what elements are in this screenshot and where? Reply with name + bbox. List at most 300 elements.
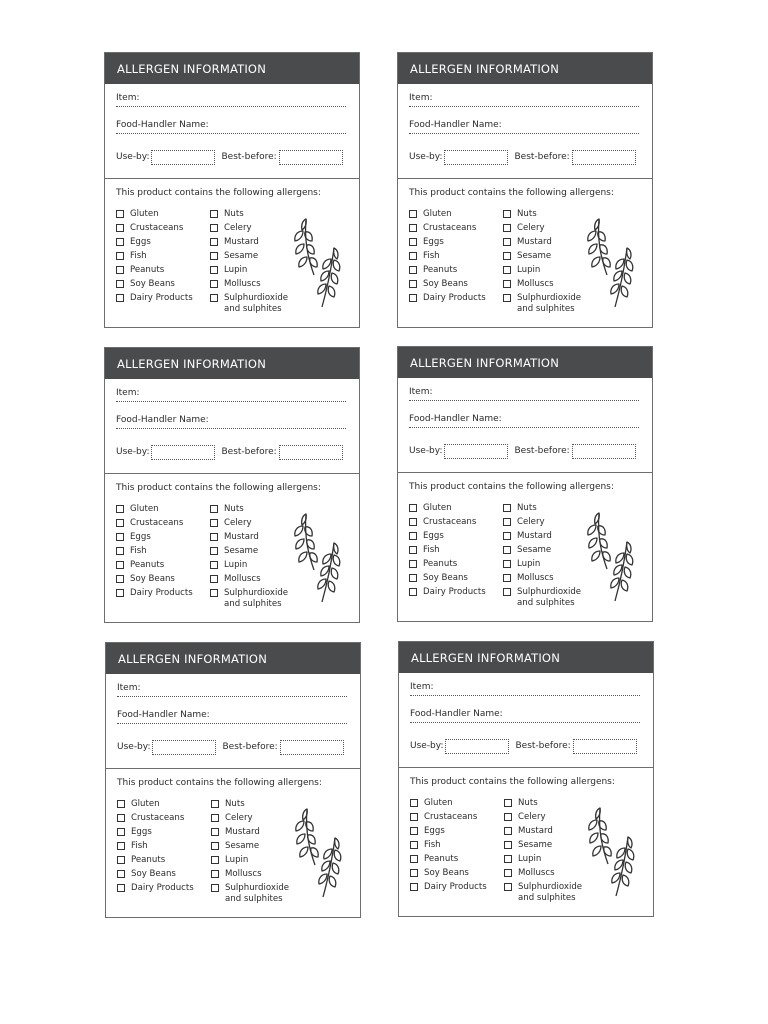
item-field[interactable] <box>117 683 347 697</box>
best-before-label: Best-before: <box>514 152 570 162</box>
dates-row <box>409 442 639 460</box>
allergen-column-1 <box>409 209 486 307</box>
item-field[interactable] <box>116 388 346 402</box>
allergen-name: Gluten <box>130 209 159 219</box>
best-before-field[interactable] <box>572 150 636 165</box>
allergen-checkbox[interactable] <box>116 589 124 597</box>
allergen-name: Peanuts <box>130 265 165 275</box>
allergen-checkbox[interactable] <box>210 589 218 597</box>
allergen-option[interactable] <box>503 531 581 545</box>
allergen-checkbox[interactable] <box>210 294 218 302</box>
allergen-checkbox[interactable] <box>409 574 417 582</box>
food-handler-label: Food-Handler Name: <box>117 710 210 720</box>
label-title: ALLERGEN INFORMATION <box>410 61 559 76</box>
allergen-intro: This product contains the following allergens: <box>116 483 321 493</box>
allergen-checkbox[interactable] <box>410 799 418 807</box>
allergen-name: Lupin <box>517 265 541 275</box>
allergen-option[interactable] <box>211 841 289 855</box>
allergen-option[interactable] <box>116 237 193 251</box>
allergen-continuation <box>503 304 581 318</box>
allergen-checkbox[interactable] <box>409 532 417 540</box>
label-title: ALLERGEN INFORMATION <box>117 61 266 76</box>
allergen-option[interactable] <box>116 560 193 574</box>
allergen-option[interactable] <box>409 559 486 573</box>
wheat-icon <box>582 213 640 311</box>
allergen-intro: This product contains the following allergens: <box>117 778 322 788</box>
allergen-name: Dairy Products <box>131 883 194 893</box>
allergen-checkbox[interactable] <box>117 814 125 822</box>
allergen-checkbox[interactable] <box>117 856 125 864</box>
allergen-checkbox[interactable] <box>503 266 511 274</box>
allergen-option[interactable] <box>410 812 487 826</box>
allergen-option[interactable] <box>504 840 582 854</box>
allergen-checkbox[interactable] <box>210 561 218 569</box>
allergen-option[interactable] <box>117 869 194 883</box>
use-by-label: Use-by: <box>116 447 150 457</box>
allergen-checkbox[interactable] <box>210 252 218 260</box>
allergen-name: Lupin <box>224 560 248 570</box>
allergen-name: Sesame <box>225 841 260 851</box>
allergen-name: Soy Beans <box>423 279 468 289</box>
allergen-option[interactable] <box>117 883 194 897</box>
allergen-name: Crustaceans <box>131 813 185 823</box>
best-before-field[interactable] <box>572 444 636 459</box>
allergen-checkbox[interactable] <box>211 884 219 892</box>
allergen-option[interactable] <box>116 504 193 518</box>
allergen-option[interactable] <box>409 251 486 265</box>
allergen-name: Mustard <box>224 532 259 542</box>
allergen-checkbox[interactable] <box>211 828 219 836</box>
allergen-checkbox[interactable] <box>504 799 512 807</box>
allergen-column-2 <box>210 504 288 613</box>
item-label: Item: <box>116 93 140 103</box>
allergen-option[interactable] <box>210 532 288 546</box>
allergen-label-5 <box>105 642 361 918</box>
allergen-checkbox[interactable] <box>409 266 417 274</box>
allergen-name: Molluscs <box>225 869 262 879</box>
allergen-name: Celery <box>224 518 252 528</box>
item-field[interactable] <box>409 93 639 107</box>
allergen-option[interactable] <box>409 587 486 601</box>
allergen-option[interactable] <box>504 868 582 882</box>
allergen-option[interactable] <box>210 209 288 223</box>
allergen-name: Sulphurdioxide <box>518 882 583 892</box>
food-handler-field[interactable] <box>409 414 639 428</box>
allergen-name: Mustard <box>517 237 552 247</box>
allergen-option[interactable] <box>409 503 486 517</box>
allergen-option[interactable] <box>210 560 288 574</box>
allergen-checkbox[interactable] <box>503 504 511 512</box>
best-before-field[interactable] <box>280 740 344 755</box>
label-header <box>105 348 359 379</box>
allergen-option[interactable] <box>116 251 193 265</box>
allergen-name: and sulphites <box>224 599 282 609</box>
allergen-checkbox[interactable] <box>116 547 124 555</box>
allergen-option[interactable] <box>504 812 582 826</box>
allergen-name: and sulphites <box>518 893 576 903</box>
allergen-option[interactable] <box>211 813 289 827</box>
allergen-checkbox[interactable] <box>117 800 125 808</box>
allergen-checkbox[interactable] <box>410 869 418 877</box>
allergen-option[interactable] <box>211 855 289 869</box>
allergen-checkbox[interactable] <box>210 505 218 513</box>
use-by-label: Use-by: <box>116 152 150 162</box>
allergen-checkbox[interactable] <box>504 813 512 821</box>
allergen-name: Sesame <box>517 545 552 555</box>
allergen-checkbox[interactable] <box>504 855 512 863</box>
allergen-checkbox[interactable] <box>503 574 511 582</box>
allergen-name: Nuts <box>224 504 244 514</box>
allergen-checkbox[interactable] <box>409 294 417 302</box>
allergen-column-2 <box>211 799 289 908</box>
allergen-option[interactable] <box>117 855 194 869</box>
allergen-option[interactable] <box>409 293 486 307</box>
allergen-option[interactable] <box>210 279 288 293</box>
allergen-checkbox[interactable] <box>211 800 219 808</box>
allergen-name: Gluten <box>130 504 159 514</box>
allergen-option[interactable] <box>503 559 581 573</box>
food-handler-field[interactable] <box>116 415 346 429</box>
label-title: ALLERGEN INFORMATION <box>118 651 267 666</box>
allergen-checkbox[interactable] <box>504 869 512 877</box>
best-before-field[interactable] <box>279 150 343 165</box>
allergen-checkbox[interactable] <box>410 883 418 891</box>
allergen-checkbox[interactable] <box>409 224 417 232</box>
allergen-checkbox[interactable] <box>116 294 124 302</box>
allergen-option[interactable] <box>503 573 581 587</box>
food-handler-field[interactable] <box>117 710 347 724</box>
allergen-option[interactable] <box>116 209 193 223</box>
allergen-checkbox[interactable] <box>409 504 417 512</box>
allergen-name: Soy Beans <box>130 279 175 289</box>
divider <box>105 473 359 474</box>
allergen-checkbox[interactable] <box>409 252 417 260</box>
allergen-checkbox[interactable] <box>409 238 417 246</box>
allergen-option[interactable] <box>410 840 487 854</box>
allergen-option[interactable] <box>503 251 581 265</box>
allergen-option[interactable] <box>503 223 581 237</box>
allergen-name: Fish <box>424 840 441 850</box>
allergen-name: Dairy Products <box>130 588 193 598</box>
allergen-checkbox[interactable] <box>117 828 125 836</box>
allergen-option[interactable] <box>211 869 289 883</box>
allergen-name: Sesame <box>517 251 552 261</box>
allergen-name: Mustard <box>225 827 260 837</box>
allergen-option[interactable] <box>116 532 193 546</box>
food-handler-label: Food-Handler Name: <box>116 415 209 425</box>
dates-row <box>116 443 346 461</box>
allergen-checkbox[interactable] <box>117 870 125 878</box>
allergen-name: Lupin <box>225 855 249 865</box>
label-header <box>398 53 652 84</box>
allergen-label-6 <box>398 641 654 917</box>
allergen-name: Eggs <box>423 531 444 541</box>
allergen-label-3 <box>104 347 360 623</box>
use-by-field[interactable] <box>444 150 508 165</box>
allergen-checkbox[interactable] <box>503 532 511 540</box>
allergen-option[interactable] <box>210 251 288 265</box>
use-by-label: Use-by: <box>409 446 443 456</box>
allergen-option[interactable] <box>117 813 194 827</box>
allergen-option[interactable] <box>503 209 581 223</box>
allergen-name: and sulphites <box>225 894 283 904</box>
allergen-option[interactable] <box>210 574 288 588</box>
allergen-option[interactable] <box>504 798 582 812</box>
allergen-option[interactable] <box>410 854 487 868</box>
allergen-checkbox[interactable] <box>409 588 417 596</box>
allergen-checkbox[interactable] <box>409 210 417 218</box>
allergen-option[interactable] <box>409 209 486 223</box>
use-by-label: Use-by: <box>410 741 444 751</box>
allergen-name: Dairy Products <box>130 293 193 303</box>
allergen-name: Peanuts <box>424 854 459 864</box>
allergen-name: Sulphurdioxide <box>225 883 290 893</box>
allergen-option[interactable] <box>210 265 288 279</box>
item-field[interactable] <box>116 93 346 107</box>
allergen-checkbox[interactable] <box>211 842 219 850</box>
allergen-option[interactable] <box>410 882 487 896</box>
allergen-option[interactable] <box>410 826 487 840</box>
allergen-option[interactable] <box>409 237 486 251</box>
allergen-checkbox[interactable] <box>409 546 417 554</box>
allergen-checkbox[interactable] <box>503 224 511 232</box>
allergen-name: Dairy Products <box>423 587 486 597</box>
allergen-checkbox[interactable] <box>211 870 219 878</box>
allergen-option[interactable] <box>210 546 288 560</box>
allergen-name: Nuts <box>518 798 538 808</box>
allergen-column-1 <box>409 503 486 601</box>
allergen-continuation <box>504 893 582 907</box>
allergen-checkbox[interactable] <box>116 210 124 218</box>
allergen-name: Sesame <box>224 251 259 261</box>
use-by-field[interactable] <box>151 445 215 460</box>
allergen-name: Fish <box>131 841 148 851</box>
allergen-checkbox[interactable] <box>503 210 511 218</box>
allergen-checkbox[interactable] <box>117 842 125 850</box>
use-by-field[interactable] <box>444 444 508 459</box>
allergen-checkbox[interactable] <box>116 519 124 527</box>
allergen-option[interactable] <box>409 573 486 587</box>
best-before-field[interactable] <box>279 445 343 460</box>
allergen-option[interactable] <box>116 546 193 560</box>
food-handler-label: Food-Handler Name: <box>410 709 503 719</box>
allergen-checkbox[interactable] <box>116 505 124 513</box>
best-before-field[interactable] <box>573 739 637 754</box>
food-handler-label: Food-Handler Name: <box>116 120 209 130</box>
allergen-name: Soy Beans <box>424 868 469 878</box>
allergen-option[interactable] <box>409 223 486 237</box>
allergen-option[interactable] <box>116 223 193 237</box>
allergen-option[interactable] <box>117 827 194 841</box>
allergen-name: Mustard <box>518 826 553 836</box>
allergen-option[interactable] <box>503 503 581 517</box>
allergen-checkbox[interactable] <box>210 547 218 555</box>
allergen-checkbox[interactable] <box>210 224 218 232</box>
allergen-checkbox[interactable] <box>117 884 125 892</box>
allergen-name: Gluten <box>131 799 160 809</box>
allergen-checkbox[interactable] <box>210 210 218 218</box>
allergen-checkbox[interactable] <box>116 561 124 569</box>
allergen-checkbox[interactable] <box>116 252 124 260</box>
allergen-checkbox[interactable] <box>116 533 124 541</box>
allergen-name: Peanuts <box>131 855 166 865</box>
use-by-field[interactable] <box>151 150 215 165</box>
allergen-checkbox[interactable] <box>504 883 512 891</box>
allergen-intro: This product contains the following allergens: <box>410 777 615 787</box>
allergen-option[interactable] <box>409 517 486 531</box>
allergen-option[interactable] <box>210 223 288 237</box>
allergen-option[interactable] <box>503 545 581 559</box>
dates-row <box>117 738 347 756</box>
allergen-option[interactable] <box>211 827 289 841</box>
item-label: Item: <box>409 93 433 103</box>
wheat-icon <box>290 803 348 901</box>
allergen-checkbox[interactable] <box>210 280 218 288</box>
label-header <box>105 53 359 84</box>
allergen-option[interactable] <box>210 504 288 518</box>
allergen-name: Crustaceans <box>424 812 478 822</box>
allergen-checkbox[interactable] <box>116 238 124 246</box>
allergen-name: Soy Beans <box>423 573 468 583</box>
use-by-field[interactable] <box>445 739 509 754</box>
item-field[interactable] <box>409 387 639 401</box>
allergen-option[interactable] <box>116 574 193 588</box>
allergen-checkbox[interactable] <box>410 855 418 863</box>
allergen-option[interactable] <box>503 237 581 251</box>
allergen-name: Crustaceans <box>423 223 477 233</box>
divider <box>398 472 652 473</box>
allergen-name: Dairy Products <box>424 882 487 892</box>
allergen-option[interactable] <box>116 518 193 532</box>
allergen-checkbox[interactable] <box>409 518 417 526</box>
allergen-checkbox[interactable] <box>211 856 219 864</box>
label-header <box>399 642 653 673</box>
allergen-checkbox[interactable] <box>503 546 511 554</box>
allergen-name: Eggs <box>130 237 151 247</box>
wheat-icon <box>289 213 347 311</box>
allergen-option[interactable] <box>116 588 193 602</box>
allergen-continuation <box>503 598 581 612</box>
allergen-checkbox[interactable] <box>210 266 218 274</box>
allergen-option[interactable] <box>503 265 581 279</box>
allergen-name: Sesame <box>518 840 553 850</box>
allergen-checkbox[interactable] <box>504 841 512 849</box>
allergen-checkbox[interactable] <box>503 280 511 288</box>
allergen-checkbox[interactable] <box>503 238 511 246</box>
wheat-icon <box>583 802 641 900</box>
allergen-checkbox[interactable] <box>116 224 124 232</box>
allergen-name: Mustard <box>517 531 552 541</box>
allergen-option[interactable] <box>116 293 193 307</box>
allergen-option[interactable] <box>504 854 582 868</box>
allergen-checkbox[interactable] <box>409 280 417 288</box>
allergen-name: and sulphites <box>517 598 575 608</box>
allergen-name: Molluscs <box>518 868 555 878</box>
allergen-checkbox[interactable] <box>211 814 219 822</box>
allergen-checkbox[interactable] <box>409 560 417 568</box>
food-handler-field[interactable] <box>409 120 639 134</box>
label-header <box>106 643 360 674</box>
allergen-name: Celery <box>517 223 545 233</box>
allergen-option[interactable] <box>503 517 581 531</box>
use-by-field[interactable] <box>152 740 216 755</box>
allergen-option[interactable] <box>504 826 582 840</box>
allergen-continuation <box>210 599 288 613</box>
allergen-option[interactable] <box>117 799 194 813</box>
allergen-option[interactable] <box>116 265 193 279</box>
allergen-column-2 <box>504 798 582 907</box>
allergen-name: Celery <box>517 517 545 527</box>
item-field[interactable] <box>410 682 640 696</box>
label-title: ALLERGEN INFORMATION <box>117 356 266 371</box>
allergen-option[interactable] <box>503 279 581 293</box>
allergen-name: Gluten <box>423 503 452 513</box>
allergen-option[interactable] <box>409 531 486 545</box>
allergen-checkbox[interactable] <box>210 519 218 527</box>
allergen-checkbox[interactable] <box>116 575 124 583</box>
allergen-option[interactable] <box>117 841 194 855</box>
allergen-option[interactable] <box>410 798 487 812</box>
allergen-name: Dairy Products <box>423 293 486 303</box>
allergen-column-1 <box>117 799 194 897</box>
allergen-checkbox[interactable] <box>116 266 124 274</box>
item-label: Item: <box>409 387 433 397</box>
allergen-name: Lupin <box>518 854 542 864</box>
allergen-checkbox[interactable] <box>503 252 511 260</box>
allergen-name: and sulphites <box>224 304 282 314</box>
allergen-option[interactable] <box>409 279 486 293</box>
allergen-checkbox[interactable] <box>503 518 511 526</box>
label-title: ALLERGEN INFORMATION <box>411 650 560 665</box>
allergen-checkbox[interactable] <box>210 575 218 583</box>
allergen-option[interactable] <box>409 545 486 559</box>
allergen-checkbox[interactable] <box>210 238 218 246</box>
allergen-option[interactable] <box>409 265 486 279</box>
allergen-name: Crustaceans <box>130 223 184 233</box>
allergen-name: Peanuts <box>423 559 458 569</box>
allergen-option[interactable] <box>116 279 193 293</box>
allergen-name: Lupin <box>517 559 541 569</box>
best-before-label: Best-before: <box>222 742 278 752</box>
dates-row <box>116 148 346 166</box>
allergen-option[interactable] <box>210 518 288 532</box>
allergen-checkbox[interactable] <box>504 827 512 835</box>
allergen-checkbox[interactable] <box>410 813 418 821</box>
item-label: Item: <box>117 683 141 693</box>
allergen-name: Gluten <box>424 798 453 808</box>
allergen-option[interactable] <box>211 799 289 813</box>
allergen-checkbox[interactable] <box>503 560 511 568</box>
allergen-checkbox[interactable] <box>410 827 418 835</box>
allergen-intro: This product contains the following allergens: <box>409 482 614 492</box>
allergen-option[interactable] <box>210 237 288 251</box>
allergen-name: Soy Beans <box>130 574 175 584</box>
food-handler-label: Food-Handler Name: <box>409 414 502 424</box>
food-handler-field[interactable] <box>410 709 640 723</box>
allergen-checkbox[interactable] <box>116 280 124 288</box>
allergen-checkbox[interactable] <box>210 533 218 541</box>
allergen-name: Peanuts <box>130 560 165 570</box>
allergen-option[interactable] <box>410 868 487 882</box>
allergen-name: Molluscs <box>224 279 261 289</box>
allergen-name: Fish <box>130 251 147 261</box>
allergen-checkbox[interactable] <box>503 294 511 302</box>
allergen-checkbox[interactable] <box>503 588 511 596</box>
allergen-label-4 <box>397 346 653 622</box>
allergen-checkbox[interactable] <box>410 841 418 849</box>
allergen-name: Sulphurdioxide <box>517 293 582 303</box>
food-handler-field[interactable] <box>116 120 346 134</box>
